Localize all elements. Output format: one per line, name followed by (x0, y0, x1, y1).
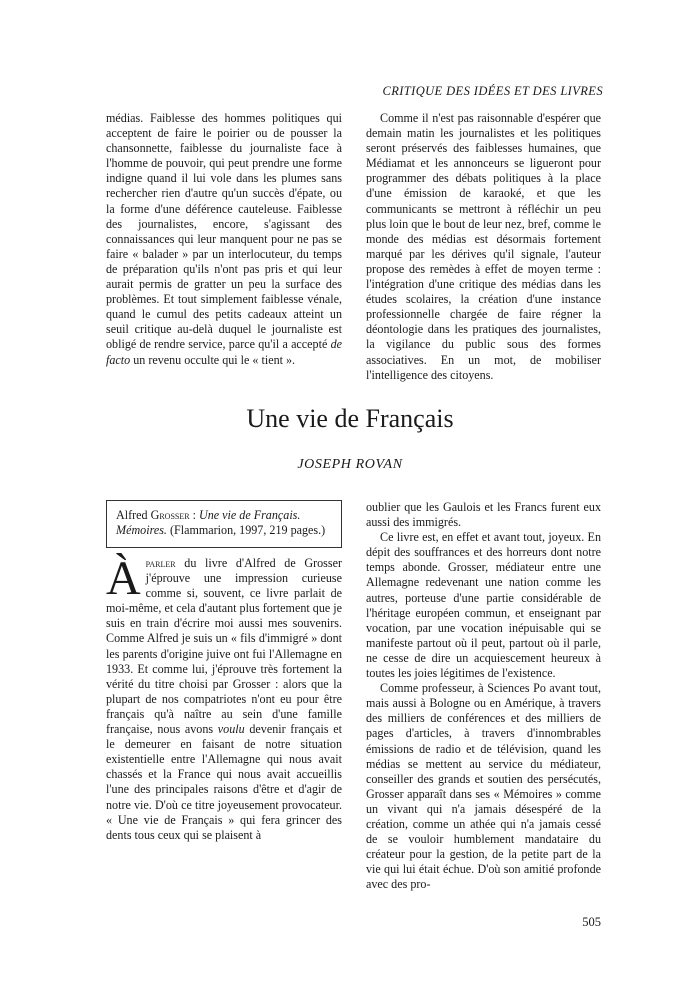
page-number: 505 (582, 915, 601, 929)
lead-in: parler (145, 556, 176, 570)
book-reference-box (106, 500, 342, 548)
paragraph: Ce livre est, en effet et avant tout, joyeux. En dépit des souffrances et des horreurs dont notre temps abonde. Grosser, médiateur entre une Allemagne redevenant une nation comme les autres, porteuse d'une partie considérable de l'héritage européen commun, et enseignant par vocation, par une vocation inépuisable qui se manifeste partout où il peut, partout où il parle, ne cesse de dire un acquiescement heureux à toutes les joies légitimes de l'existence. (366, 530, 601, 681)
paragraph: Comme professeur, à Sciences Po avant tout, mais aussi à Bologne ou en Amérique, à travers des milliers de conférences et des milliers de pages d'articles, à travers d'innombrables émissions de radio et de télévision, quand les médias se mettent au service du médiateur, conseiller des grands et soutien des persécutés, Grosser apparaît dans ses « Mémoires » comme un vivant qui n'a jamais désespéré de la création, comme un athée qui n'a jamais cessé de se vouloir humblement mandataire du créateur pour la gestion, de la petite part de la vie qui lui était échue. D'où son amitié profonde avec des pro- (366, 681, 601, 892)
previous-article-column-left (106, 111, 342, 368)
article-column-left (106, 552, 342, 843)
article-author: JOSEPH ROVAN (297, 457, 403, 472)
paragraph: oublier que les Gaulois et les Francs furent eux aussi des immigrés. (366, 500, 601, 530)
ref-separator: : (189, 508, 199, 522)
italic-run: de facto (106, 337, 342, 367)
ref-author-last: Grosser (150, 508, 190, 522)
text-run: médias. Faiblesse des hommes politiques qui acceptent de faire le poirier ou de pousser la chansonnette, faiblesse du journaliste face à l'homme de pouvoir, qui peut prendre une forme indigne quand il lui vole dans les plumes sans rechercher rien d'autre qu'un succès d'épate, ou la forme d'une déférence cauteleuse. Faiblesse des journalistes, encore, s'agissant des connaissances qui leur manquent pour ne pas se faire « balader » par un interlocuteur, du temps de préparation qu'ils n'ont pas pris et qui leur aurait permis de gratter un peu la surface des problèmes. Et tout simplement faiblesse vénale, quand le cumul des petits cadeaux atteint un seuil critique au-delà duquel le journaliste est obligé de rendre service, parce qu'il a accepté (106, 111, 342, 352)
article-column-right (366, 500, 601, 892)
paragraph (106, 111, 342, 368)
paragraph (106, 552, 342, 843)
previous-article-column-right (366, 111, 601, 383)
ref-author-first: Alfred (116, 508, 151, 522)
italic-run: voulu (217, 722, 245, 737)
ref-book-title: Une vie de Français. Mémoires. (116, 508, 301, 537)
text-run: devenir français et le demeurer en faisant de notre situation existentielle entre l'Allemagne qui nous avait chassés et la France qui nous avait accueillis l'une des principales raisons d'être et d'agir de notre vie. D'où ce titre joyeusement provocateur. « Une vie de Français » qui fera grincer des dents tous ceux qui se plaisent à (106, 722, 342, 842)
text-run: du livre d'Alfred de Grosser j'éprouve une impression curieuse comme si, souvent, ce livre parlait de moi-même, et cela d'autant plus fortement que je suis en train d'écrire moi aussi mes souvenirs. Comme Alfred je suis un « fils d'immigré » dont les parents d'origine juive ont fui l'Allemagne en 1933. Et comme lui, j'éprouve très fortement la vérité du titre choisi par Grosser : alors que la plupart de nos compatriotes n'ont eu pour être français qu'à naître au sein d'une famille française, nous avons (106, 556, 342, 737)
drop-cap: À (106, 552, 141, 605)
article-title: Une vie de Français (246, 404, 454, 433)
text-run: un revenu occulte qui le « tient ». (130, 352, 296, 367)
running-head: CRITIQUE DES IDÉES ET DES LIVRES (382, 84, 603, 98)
paragraph: Comme il n'est pas raisonnable d'espérer que demain matin les journalistes et les politiques seront préservés des faiblesses humaines, que Médiamat et les annonceurs se ligueront pour programmer des débats politiques à la place d'une émission de karaoké, et que les communicants se mettront à réfléchir un peu plus loin que le bout de leur nez, bref, comme le monde des médias est désormais fortement marqué par les dérives qu'il signale, l'auteur propose des remèdes à effet de moyen terme : l'intégration d'une critique des médias dans les études scolaires, la création d'une instance professionnelle chargée de faire régner la déontologie dans les pratiques des journalistes, la vigilance du public sous des formes associatives. En un mot, de mobiliser l'intelligence des citoyens. (366, 111, 601, 382)
ref-publisher: (Flammarion, 1997, 219 pages.) (166, 523, 326, 537)
